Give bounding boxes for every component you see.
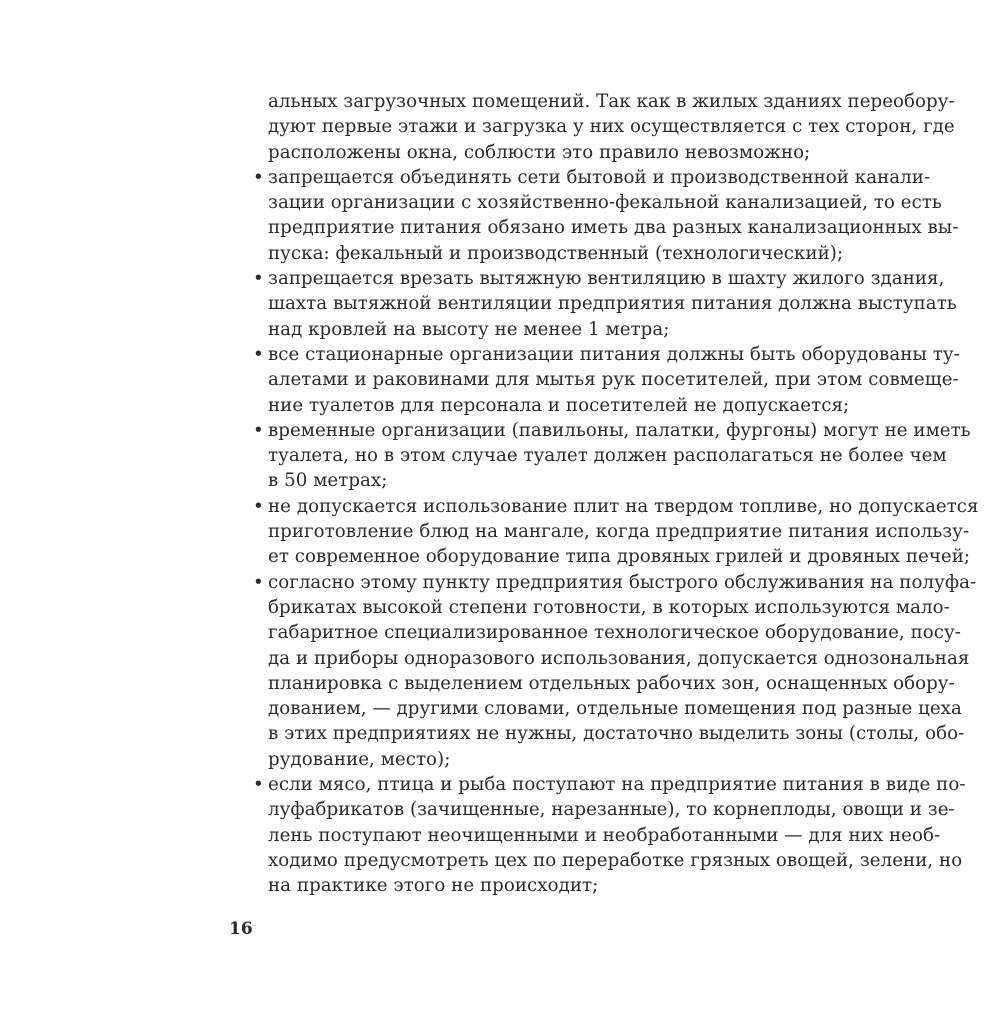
text-line: дуют первые этажи и загрузка у них осуществляется с тех сторон, где [268, 116, 955, 138]
text-line: если мясо, птица и рыба поступают на предприятие питания в виде по- [268, 774, 966, 796]
bullet-item-stoves [253, 494, 979, 570]
bullet-item-vegetables [253, 772, 966, 898]
text-line: над кровлей на высоту не менее 1 метра; [268, 318, 670, 340]
text-line: да и приборы одноразового использования, допускается однозональная [268, 647, 970, 669]
text-line: все стационарные организации питания должны быть оборудованы ту- [268, 343, 960, 365]
text-line: в этих предприятиях не нужны, достаточно выделить зоны (столы, обо- [268, 723, 965, 745]
bullet-icon: • [253, 495, 264, 517]
text-line: зации организации с хозяйственно-фекальной канализацией, то есть [268, 192, 942, 214]
bullet-icon: • [253, 571, 264, 593]
text-line: приготовление блюд на мангале, когда предприятие питания использу- [268, 521, 970, 543]
bullet-icon: • [253, 343, 264, 365]
text-line: шахта вытяжной вентиляции предприятия питания должна выступать [268, 293, 957, 315]
bullet-item-temporary [253, 418, 971, 494]
bullet-icon: • [253, 268, 264, 290]
text-line: алетами и раковинами для мытья рук посетителей, при этом совмеще- [268, 369, 959, 391]
bullet-item-fast-service [253, 570, 977, 772]
text-line: рудование, место); [268, 748, 451, 770]
text-line: габаритное специализированное технологическое оборудование, посу- [268, 622, 961, 644]
text-line: лень поступают неочищенными и необработанными — для них необ- [268, 824, 941, 846]
bullet-item-toilets [253, 342, 960, 418]
text-line: пуска: фекальный и производственный (технологический); [268, 242, 844, 264]
body-text [253, 89, 979, 899]
text-line: туалета, но в этом случае туалет должен располагаться не более чем [268, 445, 947, 467]
text-line: планировка с выделением отдельных рабочих зон, оснащенных обору- [268, 672, 955, 694]
text-line: ходимо предусмотреть цех по переработке грязных овощей, зелени, но [268, 849, 963, 871]
text-line: дованием, — другими словами, отдельные помещения под разные цеха [268, 698, 962, 720]
text-line: альных загрузочных помещений. Так как в жилых зданиях переобору- [268, 91, 955, 112]
text-line: запрещается врезать вытяжную вентиляцию в шахту жилого здания, [268, 268, 945, 290]
bullet-item-sewerage [253, 165, 959, 266]
text-line: временные организации (павильоны, палатки, фургоны) могут не иметь [268, 419, 971, 441]
text-line: в 50 метрах; [268, 470, 388, 492]
text-line: предприятие питания обязано иметь два разных канализационных вы- [268, 217, 959, 239]
text-line: расположены окна, соблюсти это правило невозможно; [268, 141, 811, 163]
text-line: на практике этого не происходит; [268, 875, 599, 897]
bullet-icon: • [253, 166, 264, 188]
text-line: запрещается объединять сети бытовой и производственной канали- [268, 166, 931, 188]
text-line: ет современное оборудование типа дровяных грилей и дровяных печей; [268, 546, 971, 568]
bullet-item-ventilation [253, 266, 957, 342]
text-line: не допускается использование плит на твердом топливе, но допускается [268, 495, 979, 517]
page-number: 16 [229, 919, 253, 939]
bullet-icon: • [253, 419, 264, 441]
intro-paragraph [268, 89, 955, 165]
text-line: согласно этому пункту предприятия быстрого обслуживания на полуфа- [268, 571, 977, 593]
text-line: брикатах высокой степени готовности, в которых используются мало- [268, 596, 950, 618]
text-line: ние туалетов для персонала и посетителей не допускается; [268, 394, 850, 416]
bullet-icon: • [253, 774, 264, 796]
text-line: луфабрикатов (зачищенные, нарезанные), то корнеплоды, овощи и зе- [268, 799, 955, 821]
